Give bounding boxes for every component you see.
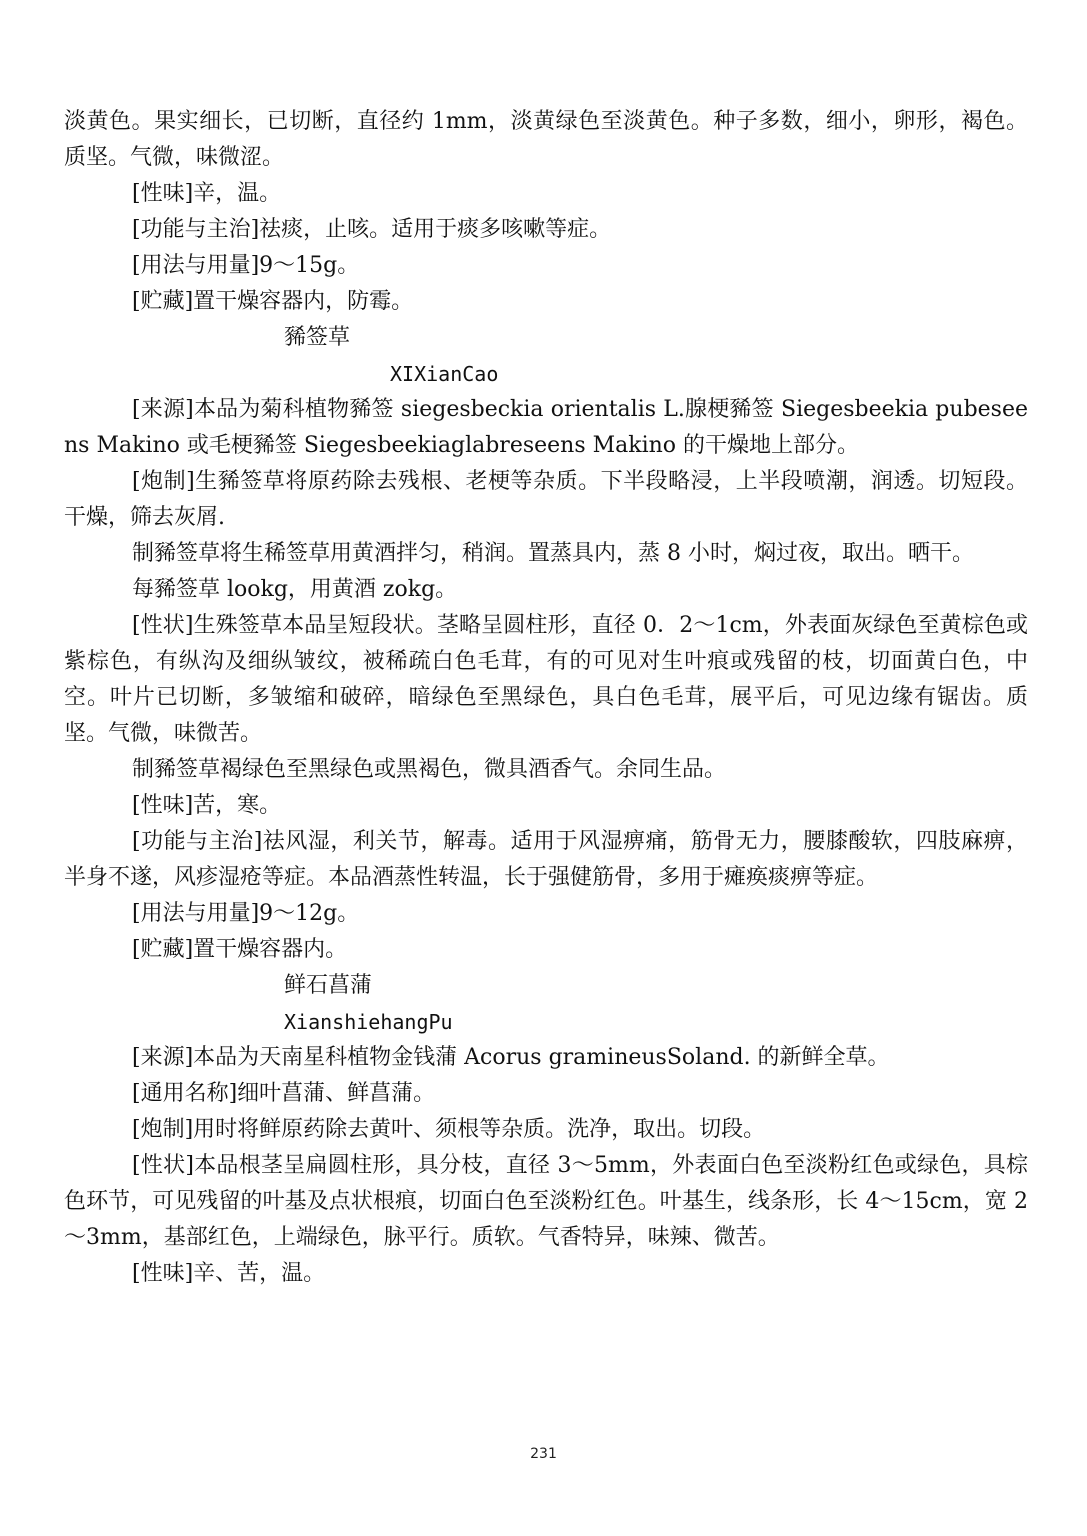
paragraph-function-indication-2: [功能与主治]祛风湿，利关节，解毒。适用于风湿痹痛，筋骨无力，腰膝酸软，四肢麻痹，半身不遂，风疹湿疮等症。本品酒蒸性转温，长于强健筋骨，多用于瘫痪痰痹等症。 [64, 829, 1028, 890]
paragraph-source-2: [来源]本品为天南星科植物金钱蒲 Acorus gramineusSoland. 的新鲜全草。 [132, 1045, 890, 1070]
paragraph-usage-dosage-2: [用法与用量]9～12g。 [132, 901, 360, 926]
paragraph-characteristics: [性状]生殊签草本品呈短段状。茎略呈圆柱形，直径 0．2～1cm，外表面灰绿色至黄棕色或紫棕色，有纵沟及细纵皱纹，被稀疏白色毛茸，有的可见对生叶痕或残留的枝，切面黄白色，中空。叶片已切断，多皱缩和破碎，暗绿色至黑绿色，具白色毛茸，展平后，可见边缘有锯齿。质坚。气微，味微苦。 [64, 613, 1028, 746]
paragraph-taste-property-3: [性味]辛、苦，温。 [132, 1261, 326, 1286]
paragraph-ratio: 每豨签草 lookg，用黄酒 zokg。 [132, 577, 458, 602]
paragraph-taste-property: [性味]辛，温。 [132, 181, 282, 206]
paragraph-processing-2: [炮制]用时将鲜原药除去黄叶、须根等杂质。洗净，取出。切段。 [132, 1117, 766, 1142]
paragraph-taste-property-2: [性味]苦，寒。 [132, 793, 282, 818]
paragraph-processing: [炮制]生豨签草将原药除去残根、老梗等杂质。下半段略浸，上半段喷潮，润透。切短段。干燥，筛去灰屑. [64, 469, 1028, 530]
paragraph-function-indication: [功能与主治]祛痰，止咳。适用于痰多咳嗽等症。 [132, 217, 612, 242]
heading-pinyin-shichangpu: XianshiehangPu [284, 1010, 453, 1034]
paragraph-storage-2: [贮藏]置干燥容器内。 [132, 937, 348, 962]
paragraph-processed-characteristics: 制豨签草褐绿色至黑绿色或黑褐色，微具酒香气。余同生品。 [132, 757, 727, 782]
paragraph-storage: [贮藏]置干燥容器内，防霉。 [132, 289, 414, 314]
paragraph-characteristics-2: [性状]本品根茎呈扁圆柱形，具分枝，直径 3～5mm，外表面白色至淡粉红色或绿色，具棕色环节，可见残留的叶基及点状根痕，切面白色至淡粉红色。叶基生，线条形，长 4～15cm，宽 2～3mm，基部红色，上端绿色，脉平行。质软。气香特异，味辣、微苦。 [64, 1153, 1028, 1250]
heading-herb-xixiancao: 豨签草 [284, 325, 351, 350]
paragraph-source: [来源]本品为菊科植物豨签 siegesbeckia orientalis L.腺梗豨签 Siegesbeekia pubeseens Makino 或毛梗豨签 Siegesbeekiaglabreseens Makino 的干燥地上部分。 [64, 397, 1028, 458]
page-number: 231 [530, 1446, 557, 1462]
paragraph-usage-dosage: [用法与用量]9～15g。 [132, 253, 360, 278]
body-text [64, 104, 1028, 1292]
heading-herb-shichangpu: 鲜石菖蒲 [284, 973, 373, 998]
paragraph-processing-wine: 制豨签草将生稀签草用黄酒拌匀，稍润。置蒸具内，蒸 8 小时，焖过夜，取出。晒干。 [132, 541, 974, 566]
heading-pinyin-xixiancao: XIXianCao [390, 362, 499, 386]
paragraph-fruit-description: 淡黄色。果实细长，已切断，直径约 1mm，淡黄绿色至淡黄色。种子多数，细小，卵形，褐色。质坚。气微，味微涩。 [64, 109, 1028, 170]
paragraph-common-name: [通用名称]细叶菖蒲、鲜菖蒲。 [132, 1081, 436, 1106]
